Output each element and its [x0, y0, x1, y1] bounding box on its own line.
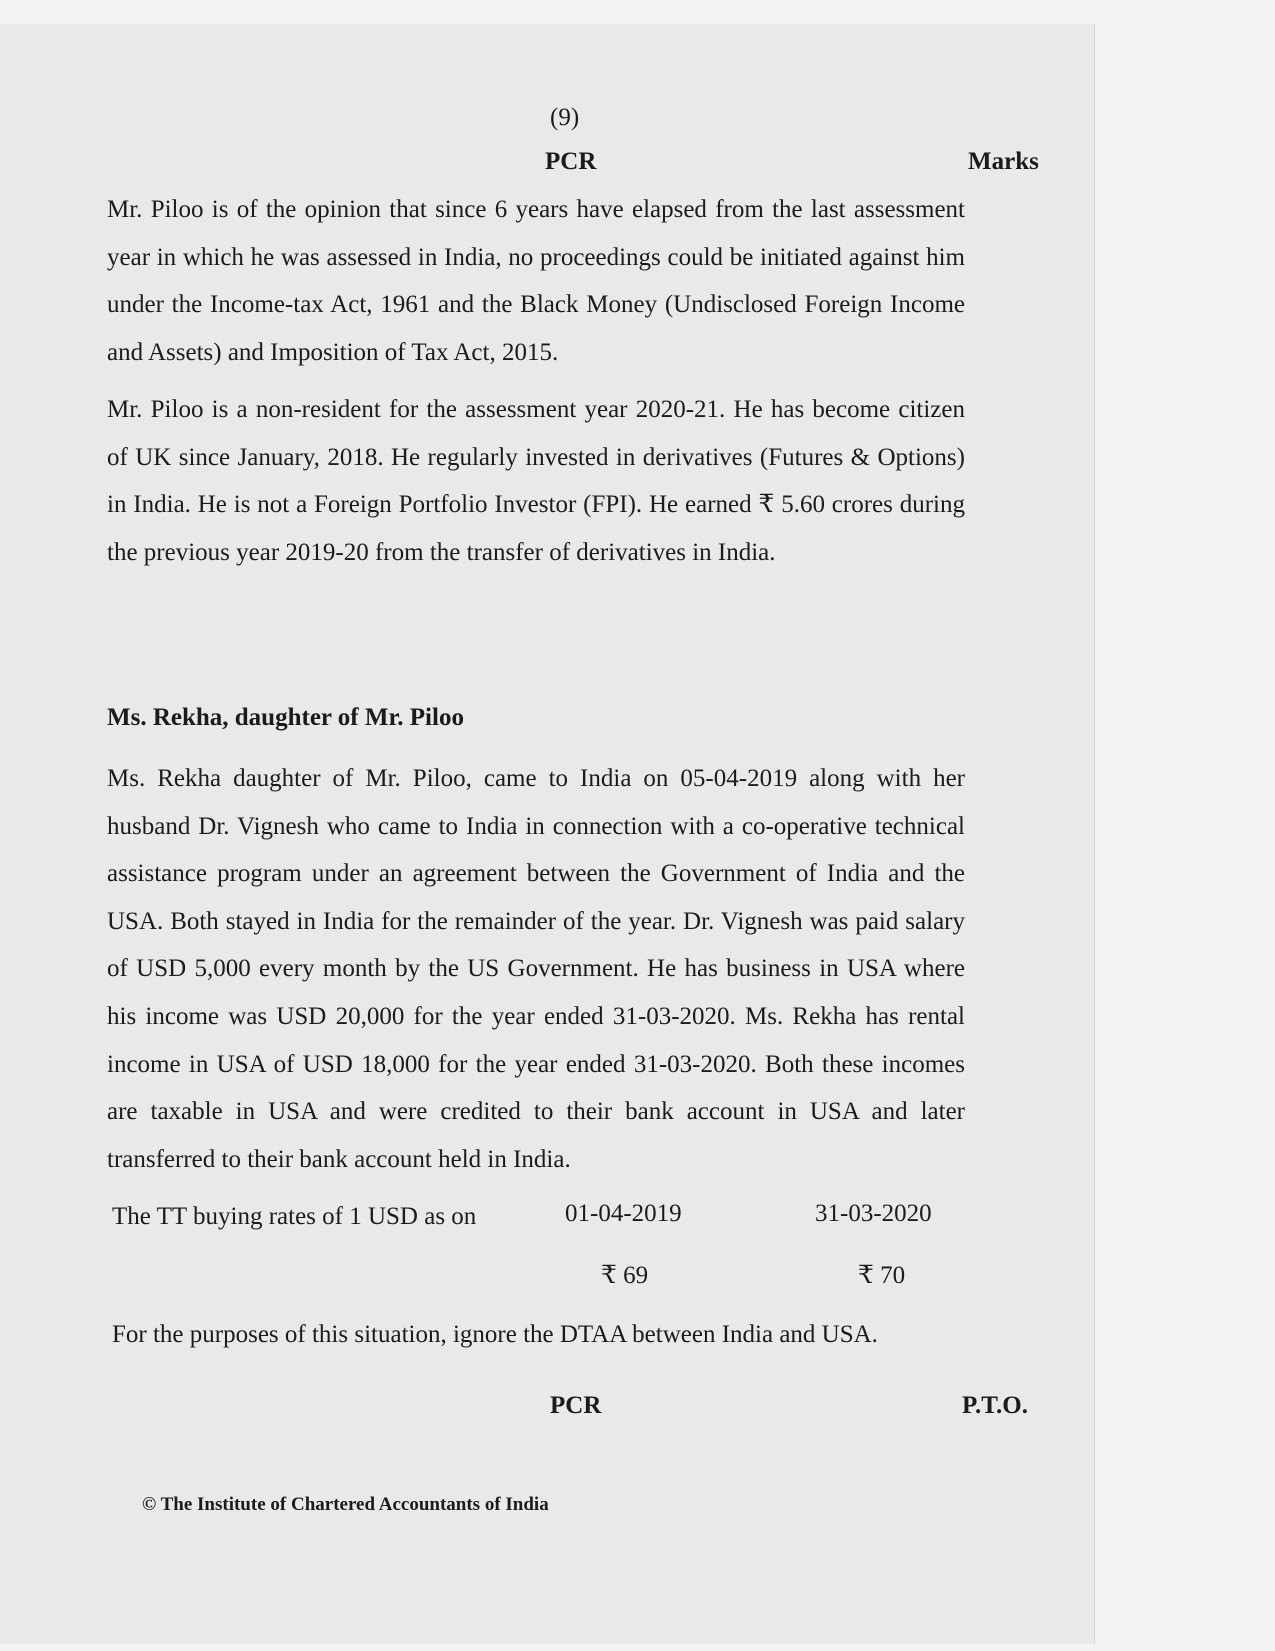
section-heading-rekha: Ms. Rekha, daughter of Mr. Piloo: [107, 704, 464, 731]
marks-column-label: Marks: [968, 148, 1039, 175]
paragraph-piloo-residency: Mr. Piloo is a non-resident for the assessment year 2020-21. He has become citizen of UK since January, 2018. He regularly invested in derivatives (Futures & Options) in India. He is not a Foreign Portfolio Investor (FPI). He earned ₹ 5.60 crores during the previous year 2019-20 from the transfer of derivatives in India.: [107, 396, 965, 566]
exchange-rate-date-1: 01-04-2019: [565, 1200, 682, 1227]
paragraph-rekha-details: Ms. Rekha daughter of Mr. Piloo, came to India on 05-04-2019 along with her husband Dr. Vignesh who came to India in connection with a co-operative technical assistance program under an agreement between the Government of India and the USA. Both stayed in India for the remainder of the year. Dr. Vignesh was paid salary of USD 5,000 every month by the US Government. He has business in USA where his income was USD 20,000 for the year ended 31-03-2020. Ms. Rekha has rental income in USA of USD 18,000 for the year ended 31-03-2020. Both these incomes are taxable in USA and were credited to their bank account in USA and later transferred to their bank account held in India.: [107, 765, 965, 1173]
page-number: (9): [550, 104, 580, 131]
exchange-rate-label: The TT buying rates of 1 USD as on: [112, 1203, 477, 1230]
exchange-rate-date-2: 31-03-2020: [815, 1200, 932, 1227]
header-paper-code: PCR: [545, 148, 597, 175]
exchange-rate-value-1: ₹ 69: [601, 1262, 649, 1289]
footer-paper-code: PCR: [550, 1392, 602, 1419]
paragraph-piloo-opinion: Mr. Piloo is of the opinion that since 6 years have elapsed from the last assessment year in which he was assessed in India, no proceedings could be initiated against him under the Income-tax Act, 1961 and the Black Money (Undisclosed Foreign Income and Assets) and Imposition of Tax Act, 2015.: [107, 196, 965, 366]
copyright-notice: © The Institute of Chartered Accountants of India: [142, 1494, 549, 1515]
exchange-rate-value-2: ₹ 70: [858, 1262, 906, 1289]
dtaa-note: For the purposes of this situation, ignore the DTAA between India and USA.: [112, 1321, 878, 1348]
please-turn-over-label: P.T.O.: [962, 1392, 1028, 1419]
